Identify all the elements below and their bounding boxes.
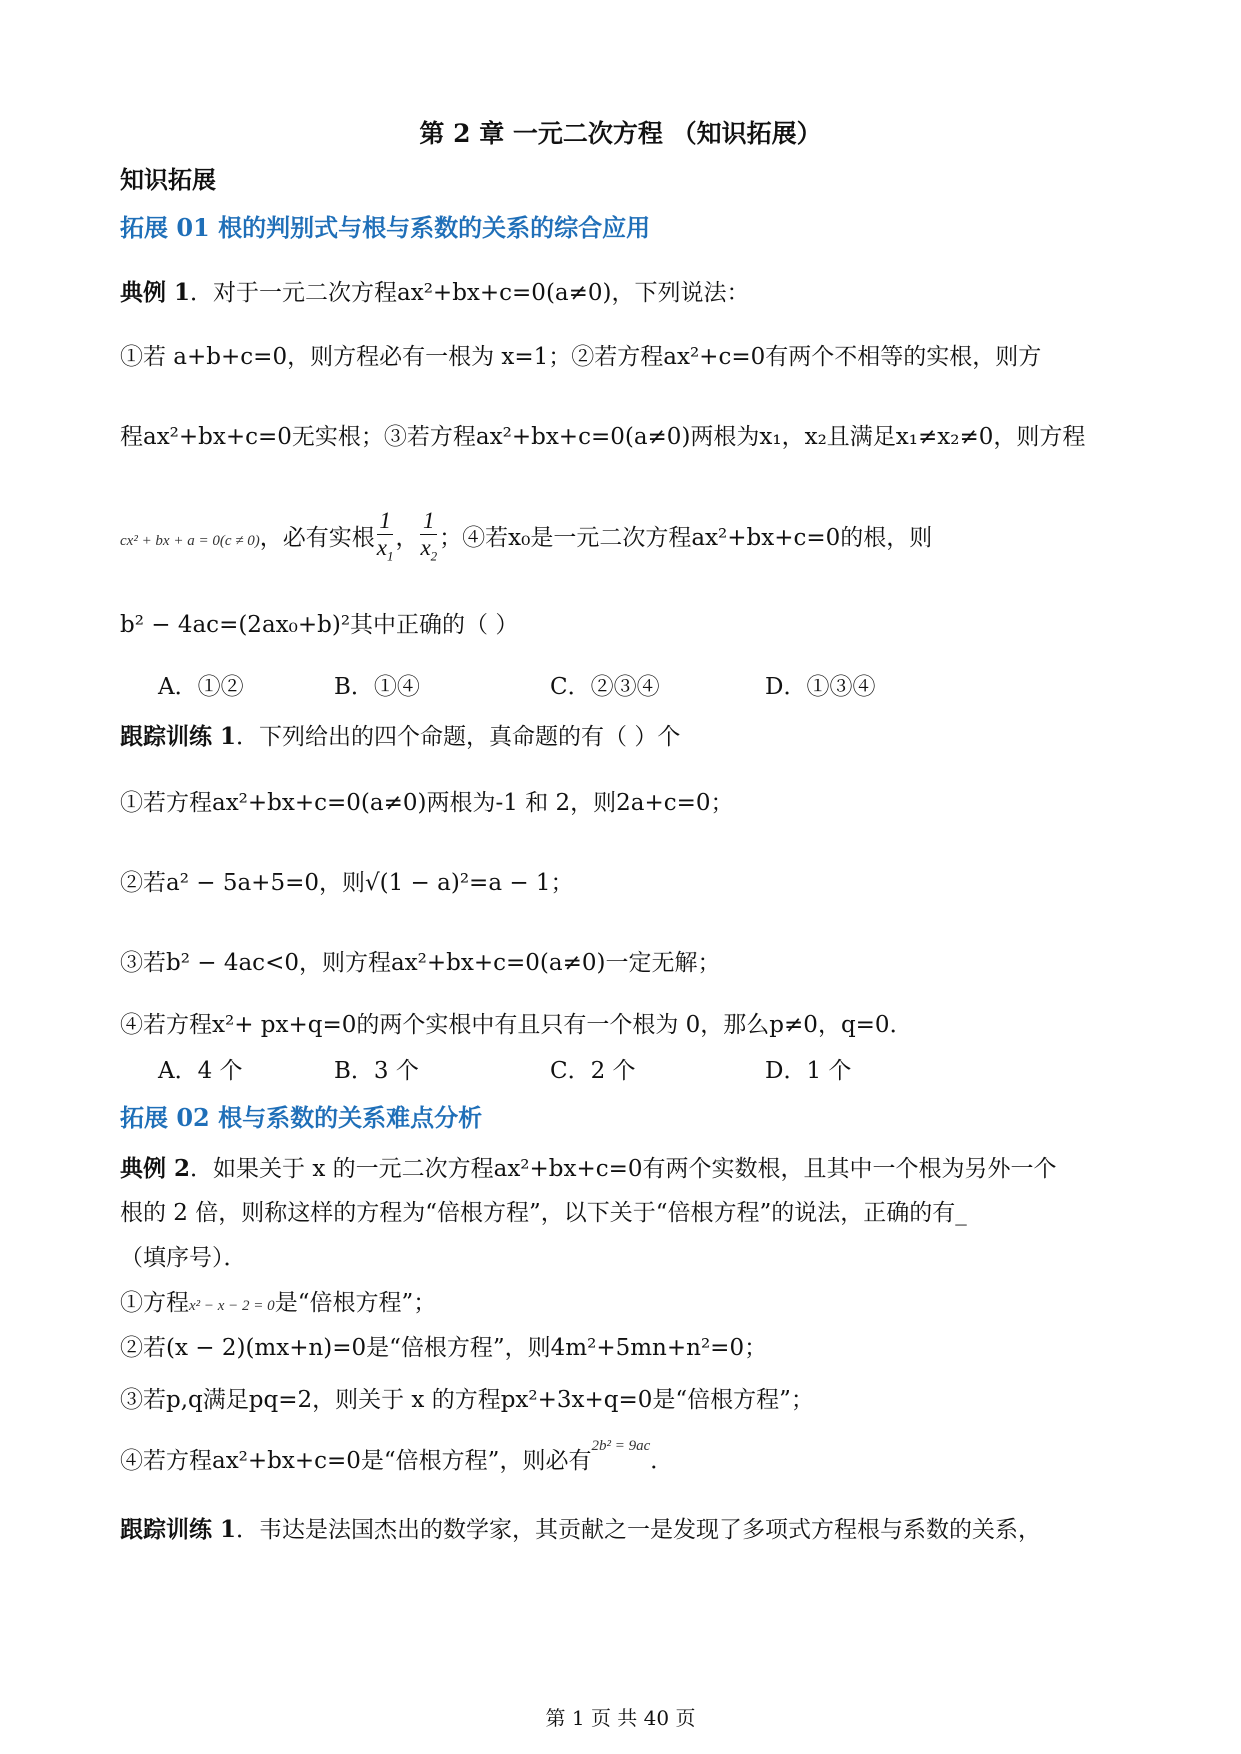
fraction-denominator bbox=[377, 535, 394, 570]
example-1-line-2: ①若 a+b+c=0，则方程必有一根为 x=1；②若方程ax²+c=0有两个不相等的实根，则方 bbox=[120, 344, 1042, 370]
training-1-item-1: ①若方程ax²+bx+c=0(a≠0)两根为-1 和 2，则2a+c=0； bbox=[120, 790, 734, 816]
text-segment: ④若方程ax²+bx+c=0是“倍根方程”，则必有 bbox=[120, 1448, 592, 1474]
example-2-line-3: （填序号）． bbox=[120, 1245, 247, 1271]
fraction-numerator: 1 bbox=[377, 508, 394, 535]
option-b: B．3 个 bbox=[334, 1058, 419, 1084]
small-equation-image: cx² + bx + a = 0(c ≠ 0) bbox=[120, 533, 260, 549]
topic-heading-2: 拓展 02 根与系数的关系难点分析 bbox=[120, 1103, 483, 1132]
fraction-1-over-x2 bbox=[420, 508, 437, 570]
page-title: 第 2 章 一元二次方程 （知识拓展） bbox=[419, 119, 822, 148]
option-a: A．①② bbox=[158, 674, 244, 700]
text-segment: ；④若x₀是一元二次方程ax²+bx+c=0的根，则 bbox=[439, 525, 933, 551]
topic-heading-1: 拓展 01 根的判别式与根与系数的关系的综合应用 bbox=[120, 213, 651, 242]
example-2-label: 典例 2 bbox=[120, 1155, 191, 1182]
separator: ， bbox=[395, 525, 419, 551]
training-2-label: 跟踪训练 1 bbox=[120, 1516, 237, 1543]
example-1-line-4 bbox=[120, 508, 932, 571]
small-equation-image: 2b² = 9ac bbox=[591, 1438, 651, 1454]
fraction-1-over-x1 bbox=[377, 508, 394, 570]
text-segment: ①方程 bbox=[120, 1290, 189, 1316]
example-1-line-5: b² − 4ac=(2ax₀+b)²其中正确的（ ） bbox=[120, 612, 519, 638]
training-1-label: 跟踪训练 1 bbox=[120, 723, 237, 750]
section-heading: 知识拓展 bbox=[120, 165, 216, 194]
example-2-line-1 bbox=[120, 1154, 1057, 1184]
fraction-den-var: x bbox=[420, 535, 431, 561]
example-2-item-3: ③若p,q满足pq=2，则关于 x 的方程px²+3x+q=0是“倍根方程”； bbox=[120, 1387, 814, 1413]
option-b: B．①④ bbox=[334, 674, 420, 700]
fraction-den-sub: 2 bbox=[430, 548, 438, 564]
text-segment: ． bbox=[650, 1448, 674, 1474]
example-2-line-2: 根的 2 倍，则称这样的方程为“倍根方程”，以下关于“倍根方程”的说法，正确的有_ bbox=[120, 1200, 967, 1226]
training-1-item-2: ②若a² − 5a+5=0，则√(1 − a)²=a − 1； bbox=[120, 870, 574, 896]
training-2-line-1 bbox=[120, 1515, 1041, 1545]
example-2-item-1 bbox=[120, 1288, 436, 1321]
fraction-den-sub: 1 bbox=[386, 548, 394, 564]
fraction-denominator bbox=[420, 535, 437, 570]
option-c: C．2 个 bbox=[550, 1058, 636, 1084]
example-1-label: 典例 1 bbox=[120, 279, 191, 306]
option-c: C．②③④ bbox=[550, 674, 660, 700]
training-1-text: ．下列给出的四个命题，真命题的有（ ）个 bbox=[236, 724, 681, 750]
example-1-text: ．对于一元二次方程ax²+bx+c=0(a≠0)，下列说法： bbox=[190, 280, 750, 306]
example-1-line-1 bbox=[120, 278, 750, 308]
example-2-item-2: ②若(x − 2)(mx+n)=0是“倍根方程”，则4m²+5mn+n²=0； bbox=[120, 1335, 768, 1361]
text-segment: ，必有实根 bbox=[259, 525, 375, 551]
option-a: A．4 个 bbox=[158, 1058, 243, 1084]
example-2-item-4 bbox=[120, 1438, 674, 1479]
fraction-den-var: x bbox=[376, 535, 387, 561]
example-2-text: ．如果关于 x 的一元二次方程ax²+bx+c=0有两个实数根，且其中一个根为另外一个 bbox=[190, 1156, 1057, 1182]
example-1-line-3: 程ax²+bx+c=0无实根；③若方程ax²+bx+c=0(a≠0)两根为x₁，x₂且满足x₁≠x₂≠0，则方程 bbox=[120, 424, 1086, 450]
option-d: D．1 个 bbox=[765, 1058, 852, 1084]
training-1-item-3: ③若b² − 4ac<0，则方程ax²+bx+c=0(a≠0)一定无解； bbox=[120, 950, 721, 976]
fraction-numerator: 1 bbox=[420, 508, 437, 535]
text-segment: 是“倍根方程”； bbox=[274, 1290, 437, 1316]
option-d: D．①③④ bbox=[765, 674, 876, 700]
training-2-text: ．韦达是法国杰出的数学家，其贡献之一是发现了多项式方程根与系数的关系， bbox=[236, 1517, 1042, 1543]
page-footer: 第 1 页 共 40 页 bbox=[545, 1706, 696, 1730]
training-1-line-1 bbox=[120, 722, 680, 752]
small-equation-image: x² − x − 2 = 0 bbox=[189, 1298, 275, 1314]
training-1-item-4: ④若方程x²+ px+q=0的两个实根中有且只有一个根为 0，那么p≠0，q=0． bbox=[120, 1012, 913, 1038]
